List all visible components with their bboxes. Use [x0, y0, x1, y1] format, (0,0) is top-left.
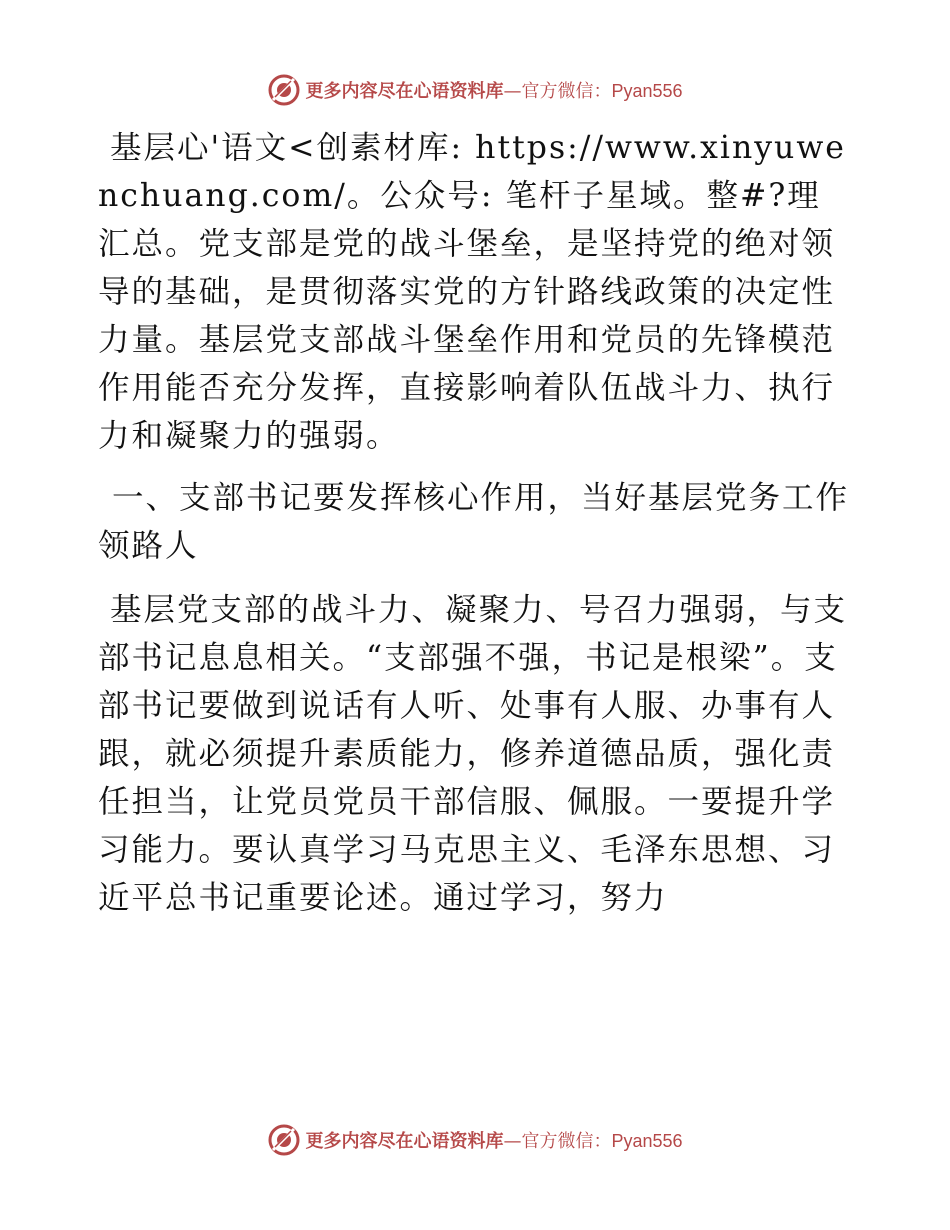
official-wechat-label: 官方微信：	[521, 1131, 612, 1152]
brand-name: 更多内容尽在心语资料库	[305, 1131, 504, 1152]
brand-name: 更多内容尽在心语资料库	[305, 81, 504, 102]
brand-logo-icon	[267, 1123, 301, 1157]
wechat-id: Pyan556	[611, 1131, 683, 1151]
header-watermark-text	[305, 77, 682, 103]
section-heading: 一、支部书记要发挥核心作用，当好基层党务工作领路人	[98, 480, 850, 564]
brand-dash: —	[503, 81, 522, 102]
official-wechat-label: 官方微信：	[521, 81, 612, 102]
document-body	[98, 124, 850, 922]
footer-watermark-banner	[0, 1120, 950, 1160]
intro-paragraph: 基层心'语文<创素材库: https://www.xinyuwenchuang.com/。公众号: 笔杆子星域。整#?理汇总。党支部是党的战斗堡垒，是坚持党的绝对领导的基础，是贯彻落实党的方针路线政策的决定性力量。基层党支部战斗堡垒作用和党员的先锋模范作用能否充分发挥，直接影响着队伍战斗力、执行力和凝聚力的强弱。	[98, 130, 846, 454]
wechat-id: Pyan556	[611, 81, 683, 101]
brand-logo-icon	[267, 73, 301, 107]
footer-watermark-text	[305, 1127, 682, 1153]
body-paragraph: 基层党支部的战斗力、凝聚力、号召力强弱，与支部书记息息相关。“支部强不强，书记是根梁”。支部书记要做到说话有人听、处事有人服、办事有人跟，就必须提升素质能力，修养道德品质，强化责任担当，让党员党员干部信服、佩服。一要提升学习能力。要认真学习马克思主义、毛泽东思想、习近平总书记重要论述。通过学习，努力	[98, 592, 848, 916]
brand-dash: —	[503, 1131, 522, 1152]
header-watermark-banner	[0, 70, 950, 110]
